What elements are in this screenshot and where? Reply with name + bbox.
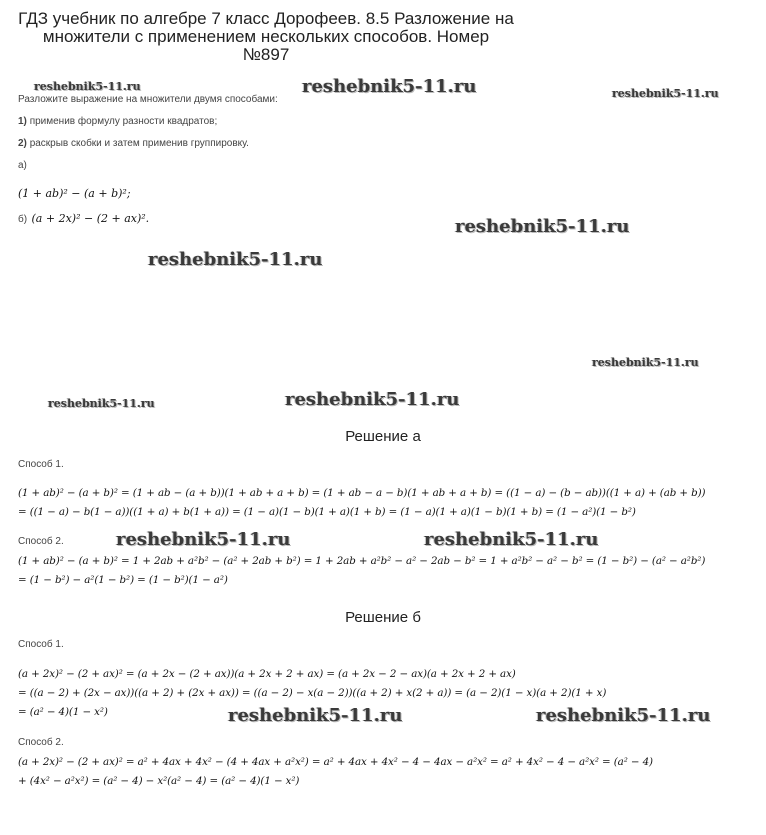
task-method-1 (18, 116, 217, 127)
part-a-label: а) (18, 160, 27, 171)
watermark: reshebnik5-11.ru (455, 216, 630, 237)
solution-a-way-1-line-1: (1 + ab)² − (a + b)² = (1 + ab − (a + b))(1 + ab + a + b) = (1 + ab − a − b)(1 + ab + a + b) = ((1 − a) − (b − ab))((1 + a) + (ab + b)) (18, 487, 706, 499)
title-line-1: ГДЗ учебник по алгебре 7 класс Дорофеев. 8.5 Разложение на (18, 9, 514, 28)
solution-a-heading: Решение а (345, 428, 421, 445)
watermark: reshebnik5-11.ru (592, 356, 699, 369)
watermark: reshebnik5-11.ru (612, 87, 719, 100)
method-1-label: 1) (18, 116, 27, 127)
watermark: reshebnik5-11.ru (34, 80, 141, 93)
solution-a-way-1-label: Способ 1. (18, 459, 64, 470)
page-title (0, 10, 532, 64)
watermark: reshebnik5-11.ru (424, 529, 599, 550)
method-2-text: раскрыв скобки и затем применив группировку. (29, 138, 249, 149)
watermark: reshebnik5-11.ru (302, 76, 477, 97)
title-line-3: №897 (242, 45, 290, 64)
solution-b-way-1-line-3: = (a² − 4)(1 − x²) (18, 706, 108, 718)
solution-b-way-2-label: Способ 2. (18, 737, 64, 748)
solution-b-heading: Решение б (345, 609, 421, 626)
expression-b: (a + 2x)² − (2 + ax)². (31, 212, 150, 225)
solution-b-way-1-line-2: = ((a − 2) + (2x − ax))((a + 2) + (2x + ax)) = ((a − 2) − x(a − 2))((a + 2) + x(2 + a)) = (a − 2)(1 − x)(a + 2)(1 + x) (18, 687, 607, 699)
watermark: reshebnik5-11.ru (285, 389, 460, 410)
solution-a-way-2-line-2: = (1 − b²) − a²(1 − b²) = (1 − b²)(1 − a²) (18, 574, 228, 586)
task-method-2 (18, 138, 249, 149)
solution-b-way-1-line-1: (a + 2x)² − (2 + ax)² = (a + 2x − (2 + ax))(a + 2x + 2 + ax) = (a + 2x − 2 − ax)(a + 2x + 2 + ax) (18, 668, 516, 680)
solution-a-way-2-line-1: (1 + ab)² − (a + b)² = 1 + 2ab + a²b² − (a² + 2ab + b²) = 1 + 2ab + a²b² − a² − 2ab − b² = 1 + a²b² − a² − b² = (1 − b²) − (a² − a²b²) (18, 555, 706, 567)
method-2-label: 2) (18, 138, 27, 149)
task-intro: Разложите выражение на множители двумя способами: (18, 94, 278, 105)
watermark: reshebnik5-11.ru (116, 529, 291, 550)
title-line-2: множители с применением нескольких способов. Номер (42, 27, 490, 46)
solution-b-way-2-line-2: + (4x² − a²x²) = (a² − 4) − x²(a² − 4) = (a² − 4)(1 − x²) (18, 775, 300, 787)
solution-b-way-2-line-1: (a + 2x)² − (2 + ax)² = a² + 4ax + 4x² − (4 + 4ax + a²x²) = a² + 4ax + 4x² − 4 − 4ax − a²x² = a² + 4x² − 4 − a²x² = (a² − 4) (18, 756, 653, 768)
method-1-text: применив формулу разности квадратов; (29, 116, 218, 127)
watermark: reshebnik5-11.ru (228, 705, 403, 726)
solution-a-way-2-label: Способ 2. (18, 536, 64, 547)
watermark: reshebnik5-11.ru (536, 705, 711, 726)
expression-a: (1 + ab)² − (a + b)²; (18, 187, 131, 200)
watermark: reshebnik5-11.ru (48, 397, 155, 410)
task-part-b (18, 209, 149, 227)
solution-a-way-1-line-2: = ((1 − a) − b(1 − a))((1 + a) + b(1 + a)) = (1 − a)(1 − b)(1 + a)(1 + b) = (1 − a)(1 + a)(1 − b)(1 + b) = (1 − a²)(1 − b²) (18, 506, 636, 518)
watermark: reshebnik5-11.ru (148, 249, 323, 270)
part-b-label: б) (18, 214, 28, 225)
solution-b-way-1-label: Способ 1. (18, 639, 64, 650)
